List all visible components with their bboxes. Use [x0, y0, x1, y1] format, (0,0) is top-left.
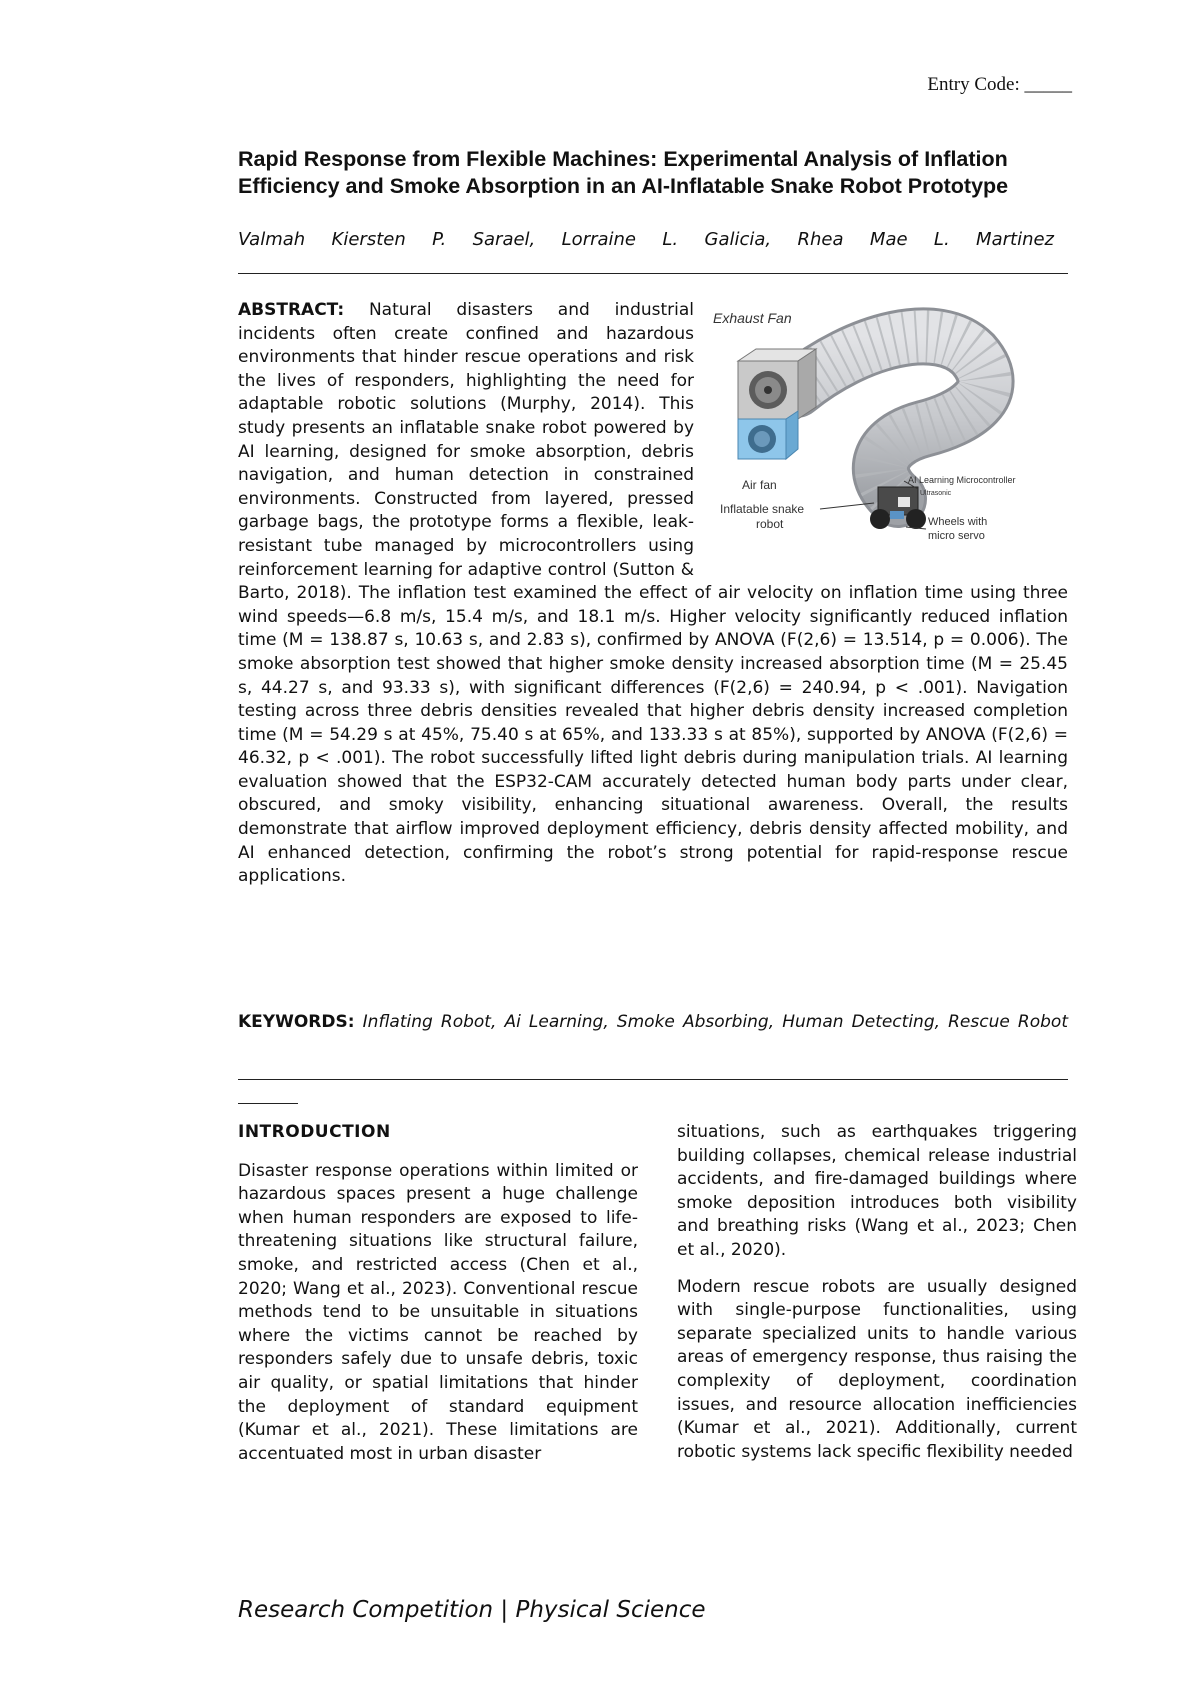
abstract-label: ABSTRACT: [238, 300, 345, 320]
exhaust-fan-label: Exhaust Fan [713, 310, 792, 326]
robot-diagram [708, 299, 1068, 559]
wheels-label-2: micro servo [928, 530, 985, 542]
microcontroller-label: AI Learning Microcontroller [908, 475, 1016, 485]
intro-left-column [238, 1121, 638, 1479]
keywords-label: KEYWORDS: [238, 1012, 355, 1032]
abstract-section [238, 299, 1068, 889]
air-fan-label: Air fan [742, 478, 777, 492]
keywords-divider [238, 1079, 1068, 1080]
keywords-section [238, 1011, 1068, 1035]
abstract-text: Natural disasters and industrial incidents often create confined and hazardous environments that hinder rescue operations and risk the lives of responders, highlighting the need for adaptable robotic solutions (Murphy, 2014). This study presents an inflatable snake robot powered by AI learning, designed for smoke absorption, debris navigation, and human detection in constrained environments. Constructed from layered, pressed garbage bags, the prototype forms a flexible, leak-resistant tube managed by microcontrollers using reinforcement learning for adaptive control (Sutton & Barto, 2018). The inflation test examined the effect of air velocity on inflation time using three wind speeds—6.8 m/s, 15.4 m/s, and 18.1 m/s. Higher velocity significantly reduced inflation time (M = 138.87 s, 10.63 s, and 2.83 s), confirmed by ANOVA (F(2,6) = 13.514, p = 0.006). The smoke absorption test showed that higher smoke density increased absorption time (M = 25.45 s, 44.27 s, and 93.33 s), with significant differences (F(2,6) = 240.94, p < .001). Navigation testing across three debris densities revealed that higher debris density increased completion time (M = 54.29 s at 45%, 75.40 s at 65%, and 133.33 s at 85%), supported by ANOVA (F(2,6) = 46.32, p < .001). The robot successfully lifted light debris during manipulation trials. AI learning evaluation showed that the ESP32-CAM accurately detected human body parts under clear, obscured, and smoky visibility, enhancing situational awareness. Overall, the results demonstrate that airflow improved deployment efficiency, debris density affected mobility, and AI enhanced detection, confirming the robot’s strong potential for rapid-response rescue applications. [238, 300, 1068, 887]
entry-code: Entry Code: _____ [927, 74, 1072, 95]
introduction-heading: INTRODUCTION [238, 1122, 391, 1142]
footer-text: Research Competition | Physical Science [238, 1597, 706, 1623]
inflatable-label-1: Inflatable snake [720, 502, 805, 516]
author-list: Valmah Kiersten P. Sarael, Lorraine L. Galicia, Rhea Mae L. Martinez [238, 229, 1054, 250]
keywords-divider-tail [238, 1103, 298, 1104]
intro-paragraph-1: Disaster response operations within limited or hazardous spaces present a huge challenge when human responders are exposed to life-threatening situations like structural failure, smoke, and restricted access (Chen et al., 2020; Wang et al., 2023). Conventional rescue methods tend to be unsuitable in situations where the victims cannot be reached by responders safely due to unsafe debris, toxic air quality, or spatial limitations that hinder the deployment of standard equipment (Kumar et al., 2021). These limitations are accentuated most in urban disaster [238, 1160, 638, 1464]
robot-figure [708, 299, 1068, 559]
intro-right-column [677, 1121, 1077, 1477]
inflatable-label-2: robot [756, 517, 784, 531]
wheels-label-1: Wheels with [928, 516, 988, 528]
keywords-list: Inflating Robot, Ai Learning, Smoke Absorbing, Human Detecting, Rescue Robot [362, 1012, 1068, 1032]
intro-paragraph-3: Modern rescue robots are usually designed with single-purpose functionalities, using separate specialized units to handle various areas of emergency response, thus raising the complexity of deployment, coordination issues, and resource allocation inefficiencies (Kumar et al., 2021). Additionally, current robotic systems lack specific flexibility needed [677, 1276, 1077, 1462]
intro-paragraph-2: situations, such as earthquakes triggering building collapses, chemical release industrial accidents, and fire-damaged buildings where smoke deposition introduces both visibility and breathing risks (Wang et al., 2023; Chen et al., 2020). [677, 1122, 1077, 1260]
paper-title: Rapid Response from Flexible Machines: Experimental Analysis of Inflation Efficiency and Smoke Absorption in an AI-Inflatable Snake Robot Prototype [238, 147, 1009, 198]
ultrasonic-label: Ultrasonic [920, 490, 952, 497]
exhaust-fan-box [738, 349, 816, 419]
title-divider [238, 273, 1068, 274]
